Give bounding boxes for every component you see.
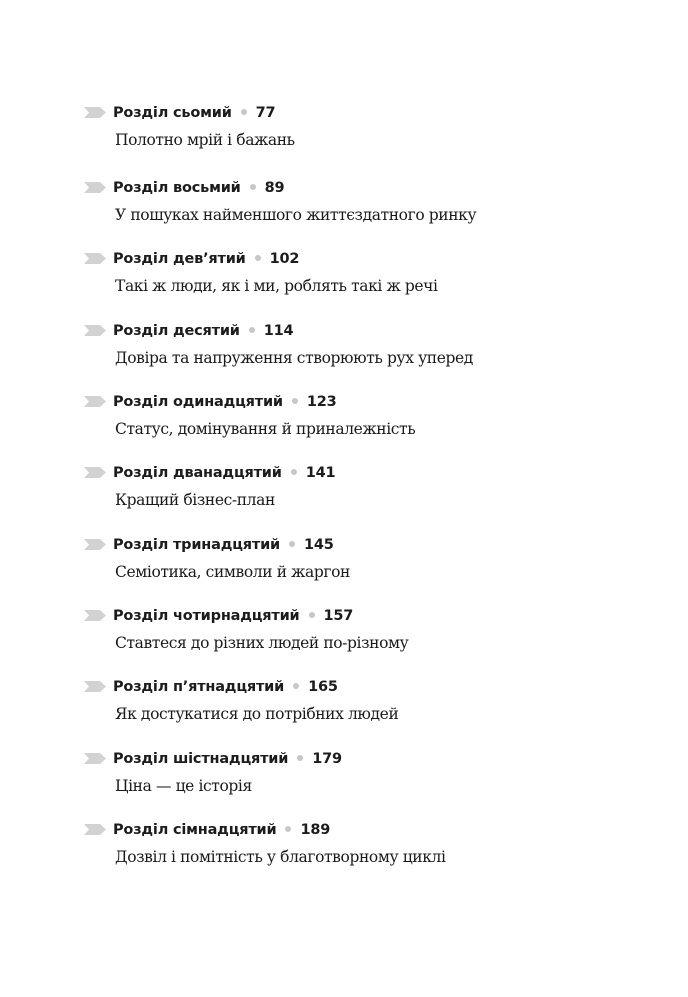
chevron-arrow-icon (84, 681, 106, 692)
dot-separator-icon (249, 327, 255, 333)
chapter-label: Розділ дванадцятий (113, 465, 282, 481)
chevron-arrow-icon (84, 824, 106, 835)
page-number: 157 (323, 608, 354, 624)
chevron-arrow-icon (84, 107, 106, 118)
page-number: 77 (255, 105, 276, 121)
dot-separator-icon (289, 541, 295, 547)
toc-entry-9[interactable] (84, 250, 644, 306)
chapter-label: Розділ сімнадцятий (113, 822, 277, 838)
dot-separator-icon (297, 755, 303, 761)
chapter-title: Полотно мрій і бажань (115, 131, 295, 149)
chapter-label: Розділ десятий (113, 323, 240, 339)
chapter-heading (113, 607, 353, 627)
page-number: 165 (308, 679, 338, 695)
chevron-arrow-icon (84, 253, 106, 264)
chevron-arrow-icon (84, 325, 106, 336)
chapter-title: Такі ж люди, як і ми, роблять такі ж речі (115, 277, 438, 295)
toc-entry-14[interactable] (84, 607, 644, 663)
chapter-heading (113, 250, 299, 270)
chapter-heading (113, 678, 338, 698)
page-number: 141 (305, 465, 336, 481)
toc-entry-17[interactable] (84, 821, 644, 877)
toc-entry-15[interactable] (84, 678, 644, 734)
toc-entry-11[interactable] (84, 393, 644, 449)
chapter-heading (113, 104, 275, 124)
chapter-label: Розділ чотирнадцятий (113, 608, 300, 624)
chapter-heading (113, 536, 334, 556)
chapter-label: Розділ дев’ятий (113, 251, 246, 267)
chevron-arrow-icon (84, 396, 106, 407)
chapter-title: Як достукатися до потрібних людей (115, 705, 399, 723)
dot-separator-icon (250, 184, 256, 190)
chapter-label: Розділ шістнадцятий (113, 751, 289, 767)
chapter-title: Семіотика, символи й жаргон (115, 563, 350, 581)
chevron-arrow-icon (84, 467, 106, 478)
toc-entry-8[interactable] (84, 179, 644, 235)
chapter-label: Розділ п’ятнадцятий (113, 679, 285, 695)
chapter-heading (113, 464, 335, 484)
chevron-arrow-icon (84, 539, 106, 550)
chapter-title: Ставтеся до різних людей по-різному (115, 634, 409, 652)
page-number: 179 (312, 751, 342, 767)
chapter-title: Ціна — це історія (115, 777, 252, 795)
chapter-label: Розділ одинадцятий (113, 394, 283, 410)
chapter-heading (113, 750, 342, 770)
page-number: 89 (264, 180, 285, 196)
dot-separator-icon (293, 683, 299, 689)
page-number: 145 (304, 537, 334, 553)
page-number: 123 (306, 394, 337, 410)
dot-separator-icon (309, 612, 315, 618)
page-number: 114 (263, 323, 294, 339)
chapter-heading (113, 322, 293, 342)
chapter-title: Дозвіл і помітність у благотворному циклі (115, 848, 446, 866)
toc-entry-12[interactable] (84, 464, 644, 520)
chapter-title: Довіра та напруження створюють рух уперед (115, 349, 473, 367)
toc-entry-7[interactable] (84, 104, 644, 160)
chapter-heading (113, 393, 337, 413)
dot-separator-icon (241, 109, 247, 115)
dot-separator-icon (292, 398, 298, 404)
dot-separator-icon (285, 826, 291, 832)
chapter-label: Розділ восьмий (113, 180, 241, 196)
chapter-heading (113, 821, 330, 841)
chapter-label: Розділ сьомий (113, 105, 232, 121)
dot-separator-icon (255, 255, 261, 261)
chevron-arrow-icon (84, 182, 106, 193)
chapter-title: У пошуках найменшого життєздатного ринку (115, 206, 477, 224)
page-number: 102 (269, 251, 300, 267)
chevron-arrow-icon (84, 753, 106, 764)
chapter-label: Розділ тринадцятий (113, 537, 281, 553)
page-number: 189 (300, 822, 331, 838)
chapter-heading (113, 179, 284, 199)
toc-entry-10[interactable] (84, 322, 644, 378)
chevron-arrow-icon (84, 610, 106, 621)
toc-entry-13[interactable] (84, 536, 644, 592)
chapter-title: Статус, домінування й приналежність (115, 420, 416, 438)
dot-separator-icon (291, 469, 297, 475)
toc-entry-16[interactable] (84, 750, 644, 806)
chapter-title: Кращий бізнес-план (115, 491, 275, 509)
